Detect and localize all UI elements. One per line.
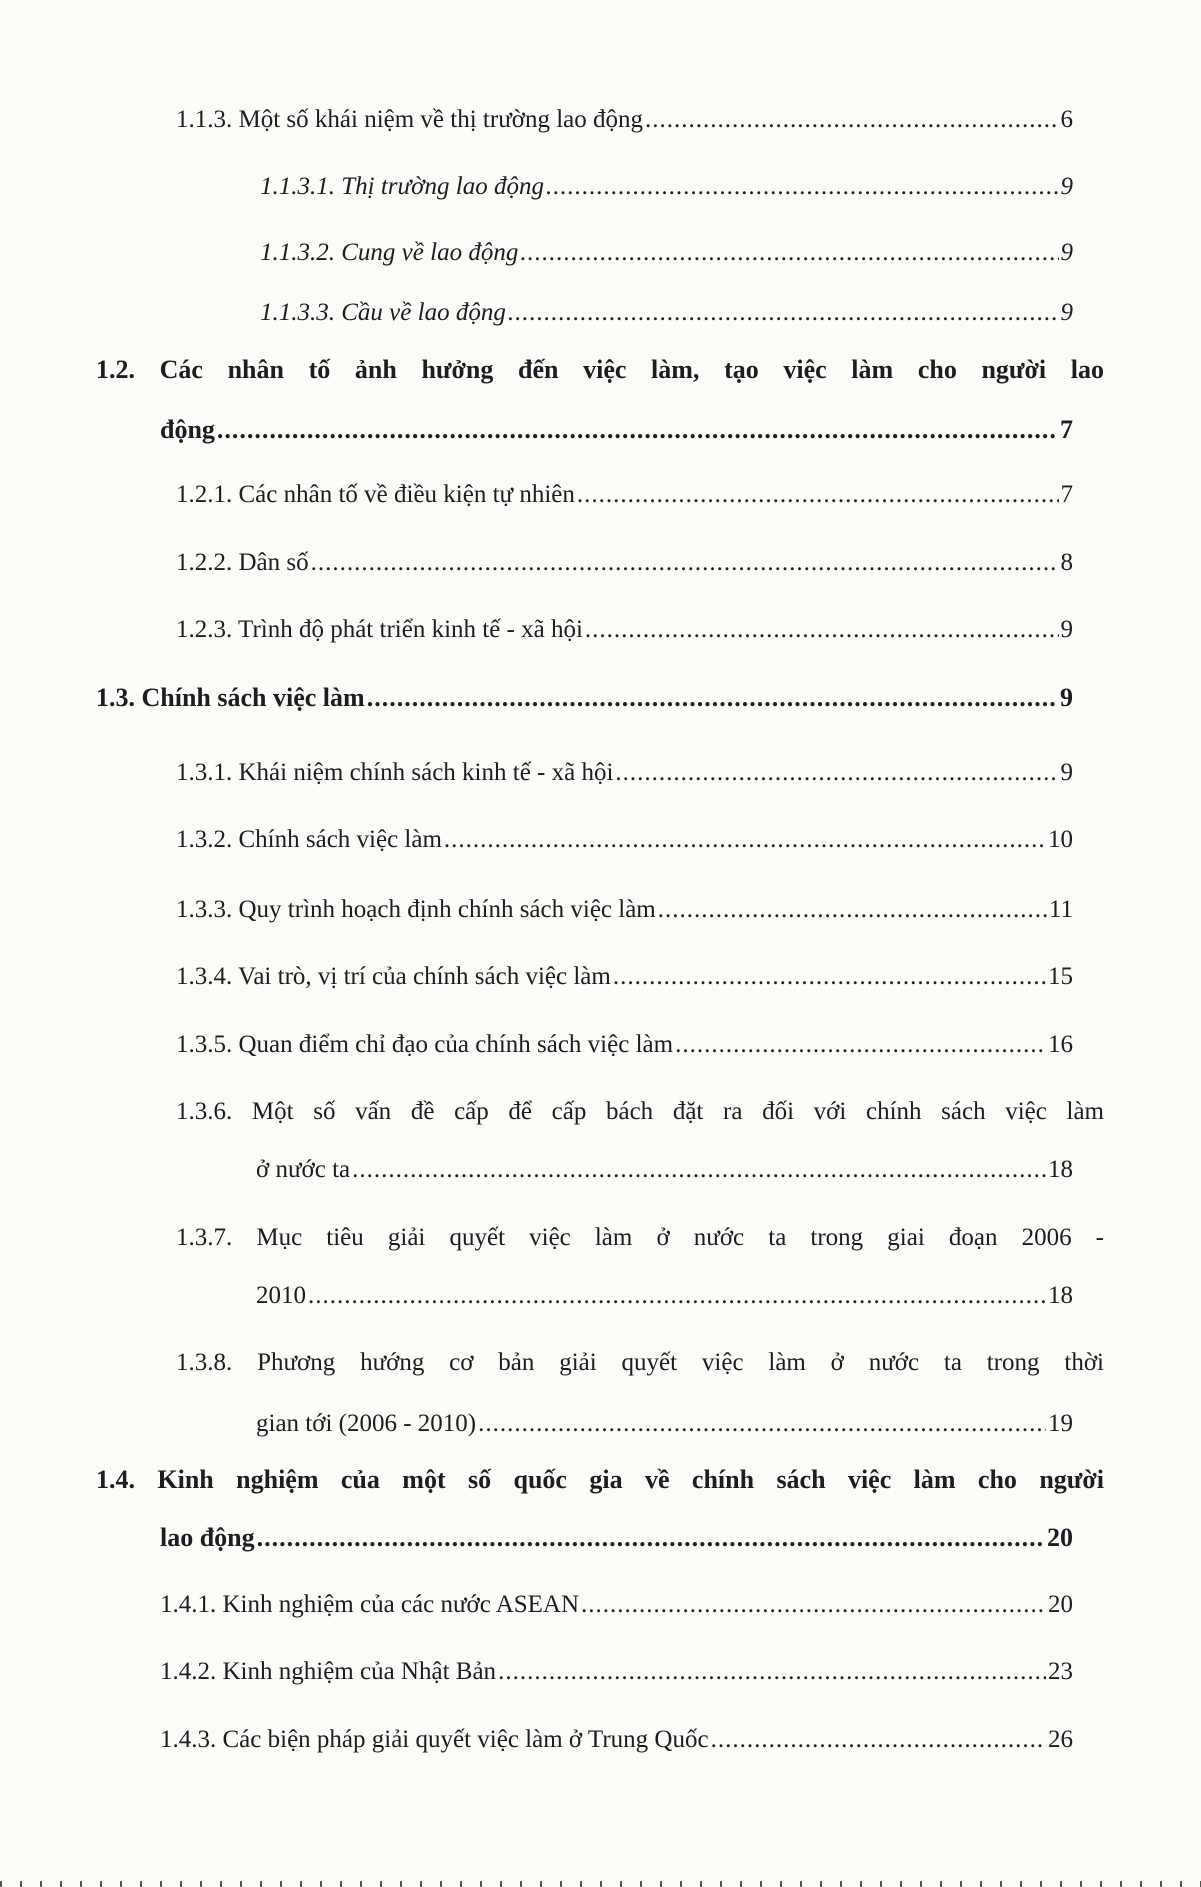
toc-entry-title: 1.4.2. Kinh nghiệm của Nhật Bản: [160, 1658, 497, 1685]
toc-entry-title: 1.1.3.3. Cầu về lao động: [260, 299, 506, 326]
toc-page-number: 18: [1048, 1282, 1073, 1309]
toc-leader-dots: [546, 172, 1059, 202]
toc-page-number: 23: [1048, 1658, 1073, 1685]
toc-page-number: 11: [1048, 896, 1073, 923]
toc-entry-1-1-3: [176, 105, 1073, 135]
toc-leader-dots: [308, 1281, 1046, 1311]
toc-entry-title: lao động: [160, 1523, 255, 1552]
toc-entry-1-4-line1: 1.4. Kinh nghiệm của một số quốc gia về chính sách việc làm cho người: [96, 1465, 1104, 1494]
toc-entry-title: 1.1.3.1. Thị trường lao động: [260, 173, 544, 200]
toc-leader-dots: [498, 1657, 1046, 1687]
toc-leader-dots: [675, 1030, 1046, 1060]
toc-entry-1-1-3-1: [260, 172, 1073, 202]
toc-page-number: 9: [1060, 239, 1073, 266]
toc-entry-title: 1.1.3. Một số khái niệm về thị trường lao động: [176, 106, 644, 133]
toc-entry-1-2-3: [176, 615, 1073, 645]
toc-entry-title: 1.3.1. Khái niệm chính sách kinh tế - xã hội: [176, 759, 614, 786]
toc-entry-title: 1.4.1. Kinh nghiệm của các nước ASEAN: [160, 1591, 580, 1618]
toc-entry-title: 1.2.1. Các nhân tố về điều kiện tự nhiên: [176, 481, 575, 508]
toc-page-number: 6: [1060, 106, 1073, 133]
toc-entry-title: động: [160, 415, 215, 444]
toc-entry-1-4-2: [160, 1657, 1073, 1687]
toc-leader-dots: [613, 962, 1046, 992]
toc-entry-1-2-1: [176, 480, 1073, 510]
toc-page-number: 7: [1060, 481, 1073, 508]
toc-entry-1-2-2: [176, 548, 1073, 578]
toc-entry-1-3-1: [176, 758, 1073, 788]
toc-page-number: 9: [1060, 616, 1073, 643]
toc-entry-1-3-6: [256, 1155, 1073, 1185]
toc-page-number: 9: [1060, 683, 1073, 712]
toc-entry-title: 1.3.2. Chính sách việc làm: [176, 826, 442, 853]
toc-page-number: 20: [1048, 1591, 1073, 1618]
toc-leader-dots: [444, 825, 1046, 855]
toc-entry-1-2-line1: 1.2. Các nhân tố ảnh hưởng đến việc làm, tạo việc làm cho người lao: [96, 355, 1104, 384]
toc-entry-1-4-1: [160, 1590, 1073, 1620]
toc-leader-dots: [478, 1409, 1046, 1439]
toc-entry-title: gian tới (2006 - 2010): [256, 1410, 477, 1437]
scan-bottom-edge: [0, 1881, 1201, 1887]
toc-entry-title: 1.3.4. Vai trò, vị trí của chính sách việc làm: [176, 963, 611, 990]
toc-leader-dots: [577, 480, 1059, 510]
toc-entry-1-3-4: [176, 962, 1073, 992]
toc-entry-1-3-7: [256, 1281, 1073, 1311]
toc-entry-title: 1.3. Chính sách việc làm: [96, 683, 365, 712]
toc-leader-dots: [581, 1590, 1046, 1620]
toc-entry-1-1-3-3: [260, 298, 1073, 328]
toc-entry-1-3: [96, 683, 1073, 713]
toc-entry-title: 2010: [256, 1282, 306, 1309]
toc-page-number: 9: [1060, 759, 1073, 786]
toc-entry-1-2: [160, 415, 1073, 445]
toc-leader-dots: [311, 548, 1059, 578]
toc-leader-dots: [520, 238, 1058, 268]
toc-entry-title: 1.2.3. Trình độ phát triển kinh tế - xã hội: [176, 616, 583, 643]
toc-entry-title: 1.3.5. Quan điểm chỉ đạo của chính sách việc làm: [176, 1031, 674, 1058]
toc-entry-1-3-7-line1: 1.3.7. Mục tiêu giải quyết việc làm ở nước ta trong giai đoạn 2006 -: [176, 1224, 1104, 1251]
toc-page-number: 9: [1060, 299, 1073, 326]
toc-leader-dots: [645, 105, 1058, 135]
toc-page-number: 15: [1048, 963, 1073, 990]
toc-page-number: 20: [1047, 1523, 1073, 1552]
toc-page-number: 26: [1048, 1726, 1073, 1753]
toc-page-number: 8: [1060, 549, 1073, 576]
toc-entry-1-3-6-line1: 1.3.6. Một số vấn đề cấp để cấp bách đặt ra đối với chính sách việc làm: [176, 1098, 1104, 1125]
toc-entry-1-3-3: [176, 895, 1073, 925]
toc-leader-dots: [711, 1725, 1046, 1755]
toc-leader-dots: [367, 683, 1058, 713]
toc-entry-1-4: [160, 1523, 1073, 1553]
toc-entry-title: 1.1.3.2. Cung về lao động: [260, 239, 519, 266]
toc-page-number: 7: [1060, 415, 1073, 444]
toc-entry-1-4-3: [160, 1725, 1073, 1755]
toc-leader-dots: [615, 758, 1058, 788]
toc-page-number: 19: [1048, 1410, 1073, 1437]
toc-entry-1-1-3-2: [260, 238, 1073, 268]
toc-leader-dots: [585, 615, 1059, 645]
toc-entry-1-3-8: [256, 1409, 1073, 1439]
toc-leader-dots: [352, 1155, 1046, 1185]
toc-entry-1-3-2: [176, 825, 1073, 855]
toc-entry-title: 1.4.3. Các biện pháp giải quyết việc làm ở Trung Quốc: [160, 1726, 709, 1753]
toc-page-number: 18: [1048, 1156, 1073, 1183]
toc-page-number: 16: [1048, 1031, 1073, 1058]
toc-entry-1-3-5: [176, 1030, 1073, 1060]
toc-entry-title: 1.2.2. Dân số: [176, 549, 309, 576]
toc-page-number: 9: [1060, 173, 1073, 200]
toc-entry-1-3-8-line1: 1.3.8. Phương hướng cơ bản giải quyết việc làm ở nước ta trong thời: [176, 1349, 1104, 1376]
toc-entry-title: ở nước ta: [256, 1156, 351, 1183]
toc-leader-dots: [217, 415, 1058, 445]
toc-entry-title: 1.3.3. Quy trình hoạch định chính sách việc làm: [176, 896, 656, 923]
toc-leader-dots: [658, 895, 1047, 925]
toc-leader-dots: [508, 298, 1059, 328]
toc-leader-dots: [257, 1523, 1045, 1553]
toc-page-number: 10: [1048, 826, 1073, 853]
